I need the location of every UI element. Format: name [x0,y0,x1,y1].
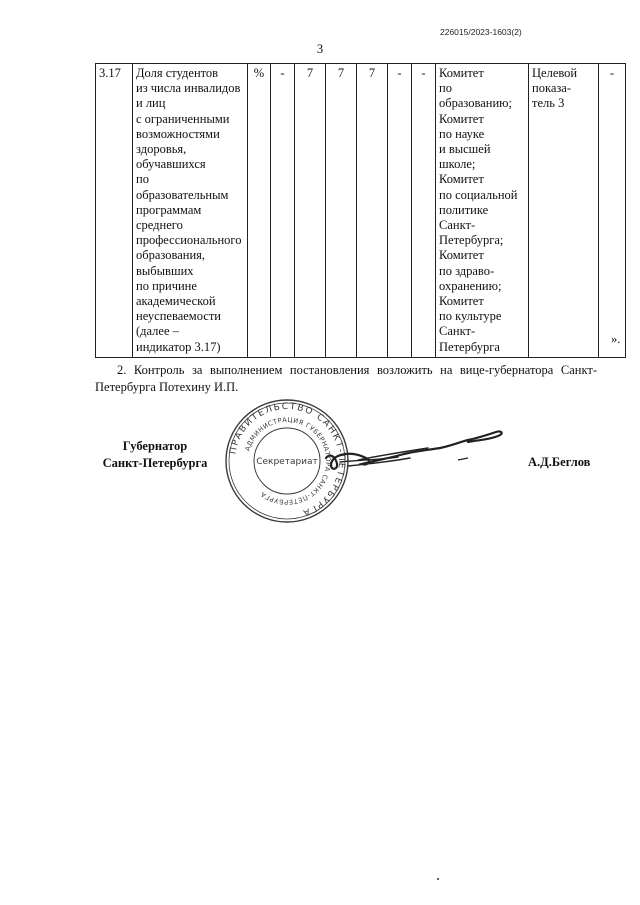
page-number: 3 [316,42,324,56]
cell-value-4: 7 [357,64,388,358]
table-row [96,64,626,358]
cell-number: 3.17 [96,64,133,358]
cell-indicator-name: Доля студентов из числа инвалидов и лиц с ограниченными возможностями здоровья, обучавшихся по образовательным программам среднего профессионального образования, выбывших по причине академической неуспеваемости (далее – индикатор 3.17) [133,64,248,358]
cell-responsible: Комитет по образованию; Комитет по науке и высшей школе; Комитет по социальной политике Санкт- Петербурга; Комитет по здраво- охранению; Комитет по культуре Санкт- Петербурга [436,64,529,358]
signer-position [95,438,215,472]
signer-name: А.Д.Беглов [528,455,591,469]
position-line-1: Губернатор [122,439,188,453]
closing-quote: ». [611,332,621,346]
document-number: 226015/2023-1603(2) [440,27,522,37]
cell-value-1: - [271,64,295,358]
svg-text:АДМИНИСТРАЦИЯ ГУБЕРНАТОРА САНК: АДМИНИСТРАЦИЯ ГУБЕРНАТОРА САНКТ-ПЕТЕРБУРГА [243,415,333,507]
cell-value-6: - [412,64,436,358]
scan-dot [437,878,439,880]
cell-unit: % [248,64,271,358]
cell-note: Целевой показа- тель 3 [529,64,599,358]
svg-text:Секретариат: Секретариат [256,457,318,467]
indicator-table [95,63,626,358]
handwritten-signature [318,420,508,480]
cell-value-5: - [388,64,412,358]
cell-value-3: 7 [326,64,357,358]
position-line-2: Санкт-Петербурга [102,456,208,470]
cell-last: - [599,64,626,358]
svg-text:ПРАВИТЕЛЬСТВО САНКТ-ПЕТЕРБУРГА: ПРАВИТЕЛЬСТВО САНКТ-ПЕТЕРБУРГА [228,401,347,518]
cell-value-2: 7 [295,64,326,358]
paragraph-control: 2. Контроль за выполнением постановления возложить на вице-губернатора Санкт-Петербурга Потехину И.П. [95,363,597,394]
